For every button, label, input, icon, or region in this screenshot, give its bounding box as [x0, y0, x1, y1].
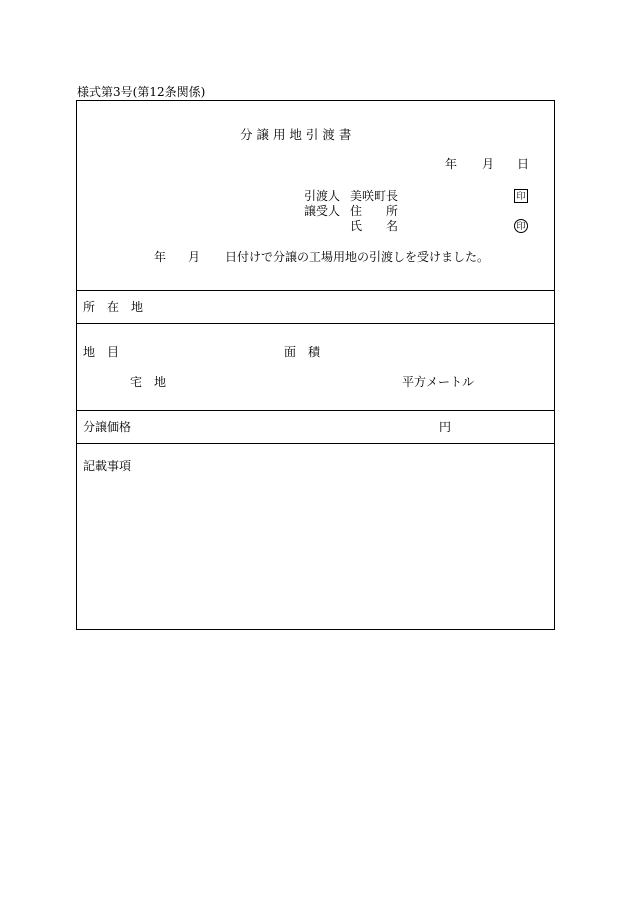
statement-month: 月: [188, 250, 201, 264]
land-category-label: 地 目: [83, 345, 120, 359]
land-area-label: 面 積: [284, 345, 321, 359]
document-title: 分 譲 用 地 引 渡 書: [240, 127, 352, 142]
remarks-label: 記載事項: [83, 459, 132, 473]
divider-location-top: [77, 290, 554, 291]
transfer-form: [76, 100, 555, 630]
transferee-role: 譲受人: [304, 204, 341, 218]
transferee-name-label: 氏 名: [350, 219, 399, 233]
divider-remarks-top: [77, 443, 554, 444]
price-label: 分譲価格: [83, 420, 132, 434]
land-category-value: 宅 地: [130, 375, 167, 389]
date-month-label: 月: [482, 157, 495, 171]
location-label: 所 在 地: [83, 300, 144, 314]
transferor-seal: 印: [514, 189, 528, 203]
form-number: 様式第3号(第12条関係): [77, 85, 206, 99]
transferor-name: 美咲町長: [350, 189, 399, 203]
transferee-address-label: 住 所: [350, 204, 399, 218]
land-area-unit: 平方メートル: [402, 375, 475, 389]
transferee-seal: 印: [514, 219, 528, 233]
statement-year: 年: [154, 250, 167, 264]
divider-land-top: [77, 323, 554, 324]
date-year-label: 年: [445, 157, 458, 171]
divider-price-top: [77, 410, 554, 411]
statement-text: 日付けで分譲の工場用地の引渡しを受けました。: [225, 250, 490, 264]
price-unit: 円: [439, 420, 452, 434]
date-day-label: 日: [517, 157, 530, 171]
transferor-role: 引渡人: [304, 189, 341, 203]
